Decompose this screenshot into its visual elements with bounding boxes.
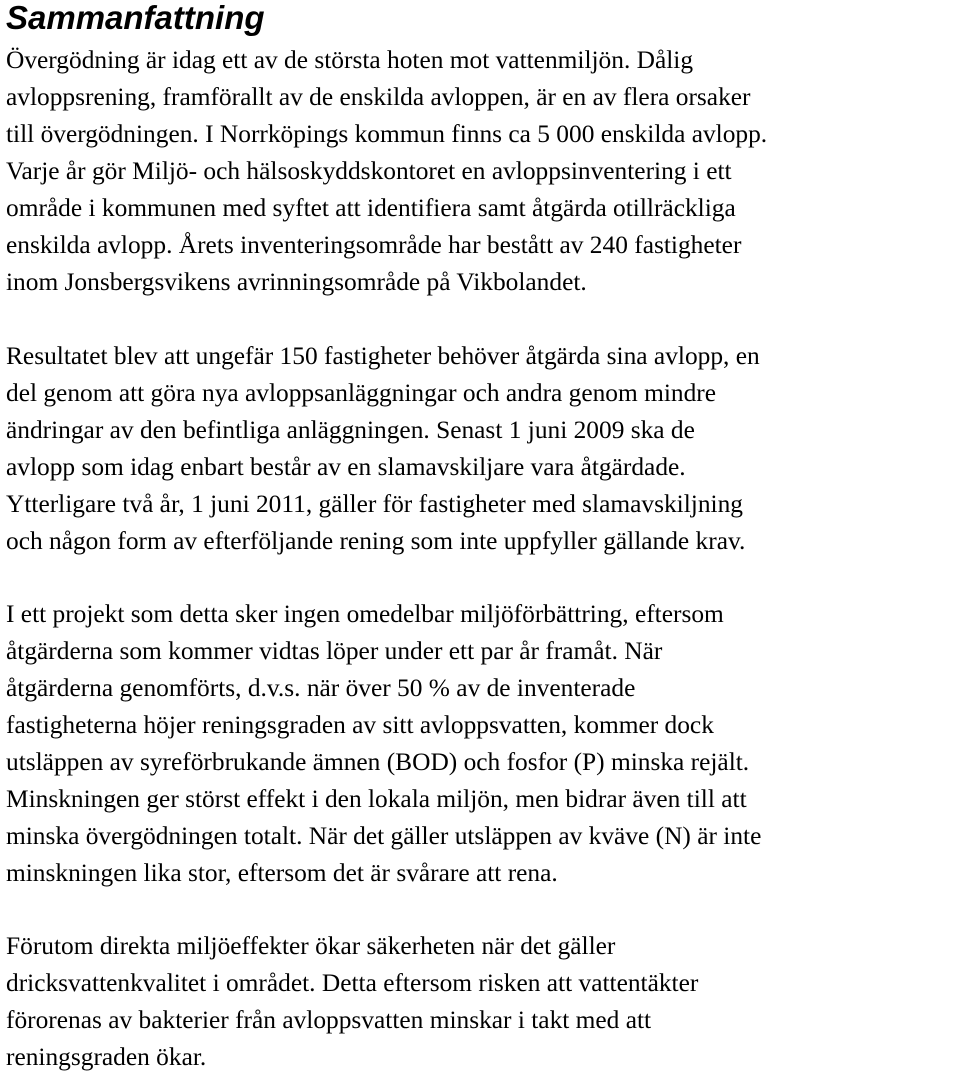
text-line: avlopp som idag enbart består av en slamavskiljare vara åtgärdade. <box>6 453 686 481</box>
text-line: minskningen lika stor, eftersom det är svårare att rena. <box>6 859 558 887</box>
text-line: enskilda avlopp. Årets inventeringsområde har bestått av 240 fastigheter <box>6 231 742 259</box>
text-line: område i kommunen med syftet att identifiera samt åtgärda otillräckliga <box>6 194 736 222</box>
text-line: Minskningen ger störst effekt i den lokala miljön, men bidrar även till att <box>6 785 747 813</box>
text-line: inom Jonsbergsvikens avrinningsområde på Vikbolandet. <box>6 268 587 296</box>
text-line: Ytterligare två år, 1 juni 2011, gäller för fastigheter med slamavskiljning <box>6 490 743 518</box>
text-line: och någon form av efterföljande rening som inte uppfyller gällande krav. <box>6 527 746 555</box>
text-line: Varje år gör Miljö- och hälsoskyddskontoret en avloppsinventering i ett <box>6 157 732 185</box>
text-line: minska övergödningen totalt. När det gäller utsläppen av kväve (N) är inte <box>6 822 762 850</box>
section-heading: Sammanfattning <box>6 0 265 36</box>
text-line: Övergödning är idag ett av de största hoten mot vattenmiljön. Dålig <box>6 46 694 74</box>
text-line: I ett projekt som detta sker ingen omedelbar miljöförbättring, eftersom <box>6 600 724 628</box>
paragraph-4 <box>6 928 956 1076</box>
text-line: del genom att göra nya avloppsanläggningar och andra genom mindre <box>6 379 717 407</box>
text-line: avloppsrening, framförallt av de enskilda avloppen, är en av flera orsaker <box>6 83 751 111</box>
text-line: åtgärderna som kommer vidtas löper under ett par år framåt. När <box>6 637 663 665</box>
paragraph-3 <box>6 596 956 892</box>
text-line: utsläppen av syreförbrukande ämnen (BOD) och fosfor (P) minska rejält. <box>6 748 750 776</box>
text-line: förorenas av bakterier från avloppsvatten minskar i takt med att <box>6 1006 652 1034</box>
text-line: fastigheterna höjer reningsgraden av sitt avloppsvatten, kommer dock <box>6 711 714 739</box>
text-line: Förutom direkta miljöeffekter ökar säkerheten när det gäller <box>6 932 616 960</box>
text-line: reningsgraden ökar. <box>6 1043 207 1071</box>
text-line: åtgärderna genomförts, d.v.s. när över 50 % av de inventerade <box>6 674 636 702</box>
text-line: ändringar av den befintliga anläggningen. Senast 1 juni 2009 ska de <box>6 416 695 444</box>
text-line: till övergödningen. I Norrköpings kommun finns ca 5 000 enskilda avlopp. <box>6 120 768 148</box>
paragraph-1 <box>6 42 956 301</box>
text-line: dricksvattenkvalitet i området. Detta eftersom risken att vattentäkter <box>6 969 699 997</box>
paragraph-2 <box>6 338 956 560</box>
text-line: Resultatet blev att ungefär 150 fastigheter behöver åtgärda sina avlopp, en <box>6 342 760 370</box>
